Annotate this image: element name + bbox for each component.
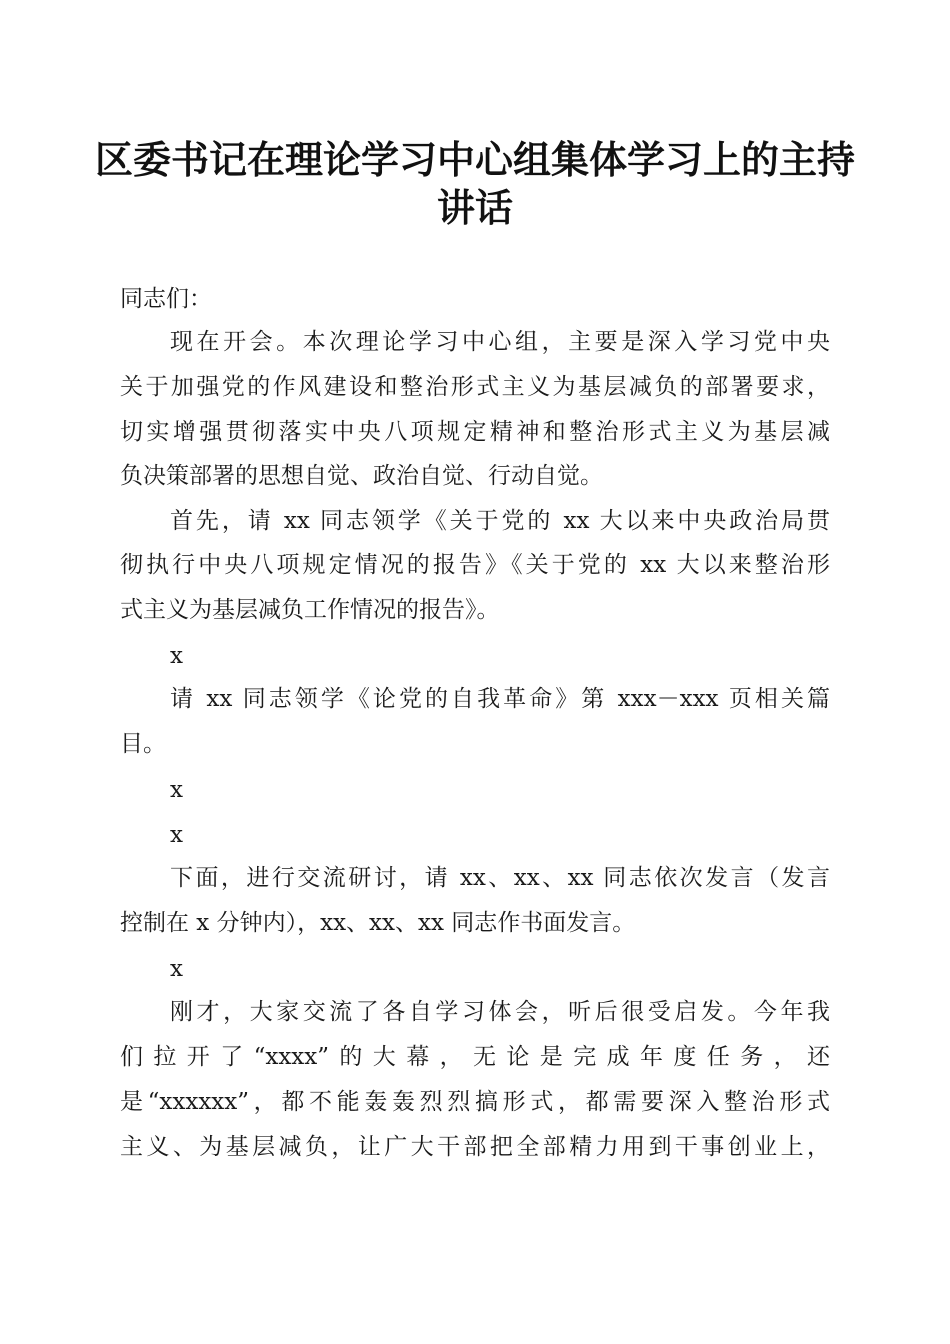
paragraph-9-line-2: 们拉开了“xxxx”的大幕，无论是完成年度任务，还 bbox=[120, 1044, 830, 1070]
salutation: 同志们： bbox=[120, 286, 212, 312]
paragraph-9-line-4: 主义、为基层减负，让广大干部把全部精力用到干事创业上， bbox=[120, 1134, 830, 1160]
paragraph-9-line-1: 刚才，大家交流了各自学习体会，听后很受启发。今年我 bbox=[170, 999, 830, 1025]
placeholder-line-3: x bbox=[170, 822, 183, 848]
document-title-line-1: 区委书记在理论学习中心组集体学习上的主持 bbox=[94, 137, 855, 182]
paragraph-1-line-1: 现在开会。本次理论学习中心组，主要是深入学习党中央 bbox=[170, 329, 830, 355]
paragraph-7-line-2: 控制在 x 分钟内），xx、xx、xx 同志作书面发言。 bbox=[120, 910, 636, 936]
placeholder-line-4: x bbox=[170, 956, 183, 982]
paragraph-9-line-3: 是“xxxxxx”，都不能轰轰烈烈搞形式，都需要深入整治形式 bbox=[120, 1089, 830, 1115]
placeholder-line-1: x bbox=[170, 643, 183, 669]
paragraph-1-line-3: 切实增强贯彻落实中央八项规定精神和整治形式主义为基层减 bbox=[120, 419, 830, 445]
paragraph-4-line-1: 请 xx 同志领学《论党的自我革命》第 xxx－xxx 页相关篇 bbox=[170, 686, 830, 712]
paragraph-2-line-2: 彻执行中央八项规定情况的报告》《关于党的 xx 大以来整治形 bbox=[120, 552, 830, 578]
placeholder-line-2: x bbox=[170, 777, 183, 803]
document-title-line-2: 讲话 bbox=[436, 185, 513, 230]
paragraph-1-line-4: 负决策部署的思想自觉、政治自觉、行动自觉。 bbox=[120, 463, 603, 489]
paragraph-7-line-1: 下面，进行交流研讨，请 xx、xx、xx 同志依次发言（发言 bbox=[170, 865, 830, 891]
paragraph-1-line-2: 关于加强党的作风建设和整治形式主义为基层减负的部署要求， bbox=[120, 374, 830, 400]
paragraph-4-line-2: 目。 bbox=[120, 731, 166, 757]
paragraph-2-line-1: 首先，请 xx 同志领学《关于党的 xx 大以来中央政治局贯 bbox=[170, 508, 830, 534]
paragraph-2-line-3: 式主义为基层减负工作情况的报告》。 bbox=[120, 597, 500, 623]
